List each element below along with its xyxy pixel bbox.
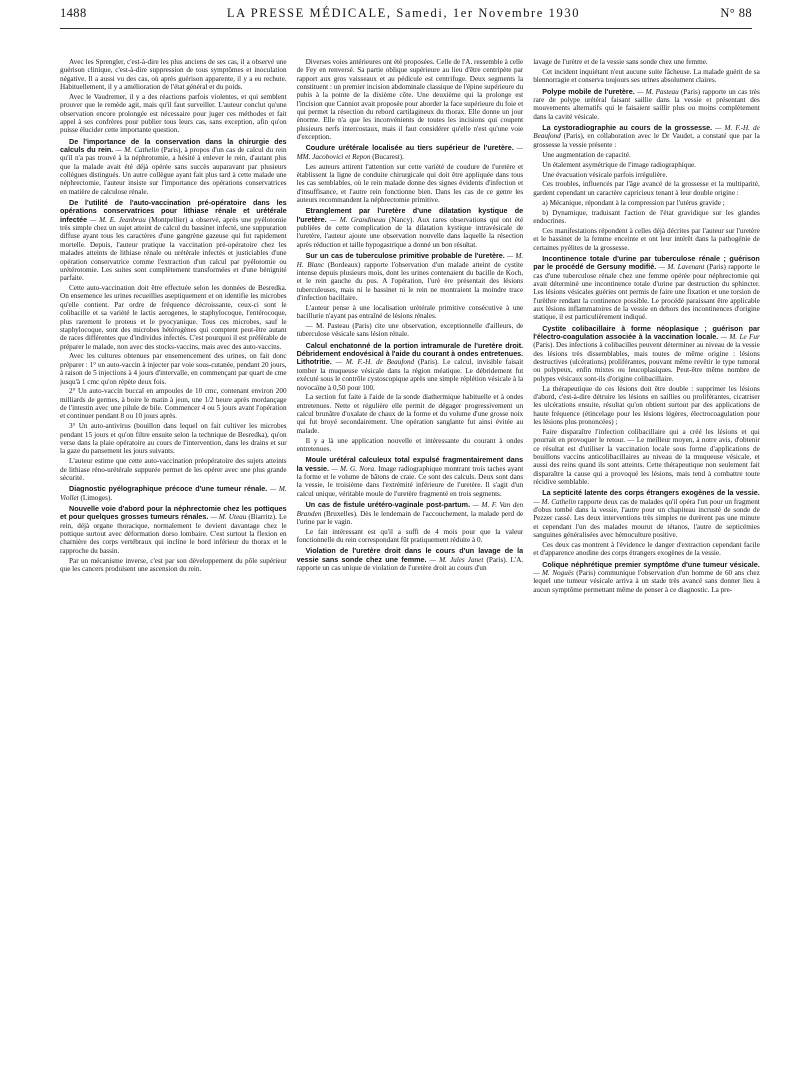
section-author: — M. Cathelin — [533, 497, 576, 506]
section-paragraph — [297, 456, 524, 498]
section-paragraph — [533, 124, 760, 149]
section-heading: Sur un cas de tuberculose primitive probable de l'uretère. — [305, 251, 505, 261]
article-columns — [60, 58, 760, 1068]
body-paragraph: Il y a là une application nouvelle et intéressante du courant à ondes entretenues. — [296, 436, 524, 454]
section-paragraph — [60, 199, 287, 282]
body-paragraph: La thérapeutique de ces lésions doit être double : supprimer les lésions d'abord, c'est-à-dire détruire les lésions en saillies ou proliférantes, cicatriser les ulcérations ensuite, résultat qu'on obtient surtout par des applications de haute fréquence (étincelage pour les lésions légères, électrocoagulation pour les lésions plus prononcées) ; — [533, 384, 760, 427]
body-paragraph: Un étalement asymétrique de l'image radiographique. — [542, 160, 696, 169]
body-paragraph: Avec les Sprengler, c'est-à-dire les plus anciens de ses cas, il a observé une guérison clinique, c'est-à-dire suppression de tous symptômes et inoculation négative. Il a aussi vu des cas, où après guérison apparente, il y a eu rechute. Habituellement, il y a amélioration de l'état général et du poids. — [60, 58, 287, 92]
section-author: — M. Pasteau — [636, 87, 679, 96]
section-body: (Paris) rapporte le cas d'une tuberculose rénale chez une femme opérée pour néphrectomie qui avait déterminé une incontinence totale d'urine par destruction du sphincter. Les lésions vésicales guéries ont permis de faire une fixation et une torsion de l'urèthre rendant la continence possible. Le procédé paraissant être applicable aux lésions inflammatoires de la vessie en dehors des incontinences d'origine statique, il est particulièrement indiqué. — [533, 263, 760, 322]
section-author: — M. Le Fur — [720, 333, 760, 342]
body-paragraph: a) Mécanique, répondant à la compression par l'utérus gravide ; — [542, 198, 725, 207]
body-paragraph: L'auteur pense à une localisation urétérale primitive consécutive à une bacillurie n'ayant pas entraîné de lésions rénales. — [296, 303, 524, 321]
section-author: — M. E. Jeanbrau — [89, 215, 146, 224]
body-paragraph: Avec le Vaudremer, il y a des réactions parfois violentes, et qui semblent prouver que le remède agit, mais qu'il faut surveiller. L'auteur conclut qu'une observation encore prolongée est nécessaire pour juger ces méthodes et fait appel à ses confrères pour publier tous leurs cas, sans exception, afin qu'on puisse élucider cette importante question. — [60, 92, 287, 135]
section-paragraph — [60, 505, 287, 555]
section-paragraph — [533, 561, 760, 594]
section-author: — M. Uteau — [210, 513, 247, 522]
body-paragraph: Par un mécanisme inverse, c'est par son développement du pôle supérieur que les cancers produisent une ascension du rein. — [60, 556, 287, 574]
body-paragraph: Cette auto-vaccination doit être effectuée selon les données de Besredka. On ensemence les urines recueillies aseptiquement et on identifie les microbes qu'elle contient. Par ordre de fréquence décroissante, ceux-ci sont le colibacille et sa variété le lactis aerogenes, le staphylocoque, l'entérocoque, plus rarement le proteus et le pyocyanique. Tous ces microbes, sauf le staphylocoque, sont des microbes hétérogènes qui comptent peut-être autant de races différentes que d'individus infectés. C'est pourquoi il est préférable de préparer le malade, non avec des stocks-vaccins, mais avec des auto-vaccins. — [60, 284, 287, 351]
section-paragraph — [297, 207, 524, 249]
section-author: — M. G. Nora. — [331, 464, 376, 473]
section-heading: Coudure urétérale localisée au tiers supérieur de l'uretère. — [305, 143, 514, 153]
section-heading: Incontinence totale d'urine par tuberculose rénale ; guérison par le procédé de Gersuny modifié. — [533, 253, 760, 272]
body-paragraph: lavage de l'urètre et de la vessie sans sonde chez une femme. — [533, 58, 708, 66]
body-paragraph: Faire disparaître l'infection colibacillaire qui a créé les lésions et qui pourrait en provoquer le retour. — Le meilleur moyen, à notre avis, d'obtenir ce résultat est d'utiliser la vaccination locale sous forme d'applications de bouillons vaccins anticolibacillaires au niveau de la muqueuse vésicale, et aussi des reins quand ils sont atteints. Cette thérapeutique non seulement fait disparaître la cause qui a provoqué les lésions, mais tend à combattre toute récidive semblable. — [533, 428, 760, 487]
section-paragraph — [297, 501, 524, 526]
section-author: — M. H. Blanc — [296, 252, 524, 269]
section-heading: Diagnostic pyélographique précoce d'une tumeur rénale. — [69, 484, 268, 494]
section-paragraph — [533, 325, 760, 383]
section-heading: Cystite colibacillaire à forme néoplasique ; guérison par l'électro-coagulation associée à la vaccination locale. — [533, 323, 760, 342]
section-heading: Nouvelle voie d'abord pour la néphrectomie chez les pottiques et pour quelques grosses tumeurs rénales. — [60, 504, 287, 522]
section-body: (Paris). Le calcul, invisible faisait tomber la muqueuse vésicale dans la région méatique. Le débridement fut exécuté sous le contrôle cystoscopique après une simple réplétion vésicale à la novocaïne à 0,50 pour 100. — [296, 358, 524, 392]
section-author: — M. Grandineau — [330, 215, 386, 224]
body-paragraph: 3° Un auto-antivirus (bouillon dans lequel on fait cultiver les microbes pendant 15 jours et qu'on filtre ensuite selon la technique de Besredka), qu'on verse dans la plaie opératoire au cours de l'intervention, dans les drains et sur la gaze du pansement les jours suivants. — [60, 422, 287, 456]
body-paragraph: Une évacuation vésicale parfois irrégulière. — [542, 170, 668, 179]
body-paragraph: Avec les cultures obtenues par ensemencement des urines, on fait donc préparer : 1° un auto-vaccin à injecter par voie sous-cutanée, pendant 20 jours, à raison de 5 injections à 4 jours d'intervalle, en commençant par quart de cme jusqu'à 1 cmc qu'on répète deux fois. — [60, 352, 287, 386]
section-heading: La septicité latente des corps étrangers exogènes de la vessie. — [542, 488, 760, 498]
body-paragraph: Ces troubles, influencés par l'âge avancé de la grossesse et la multiparité, gardent cependant un caractère capricieux tenant à leur double origine : — [533, 180, 760, 197]
section-paragraph — [533, 489, 760, 539]
body-paragraph: 2° Un auto-vaccin buccal en ampoules de 10 cmc, contenant environ 200 milliards de germes, à boire le matin à jeun, une 1/2 heure après mordançage de l'intestin avec une pilule de bile. Commencer 4 ou 5 jours avant l'opération et continuer pendant 8 ou 10 jours après. — [60, 387, 287, 421]
section-author: — MM. Jacobovici et Repon — [296, 144, 524, 161]
body-paragraph: — M. Pasteau (Paris) cite une observation, exceptionnelle d'ailleurs, de tuberculose vésicale sans lésion rénale. — [296, 322, 524, 339]
section-paragraph — [533, 88, 760, 121]
section-author: — M. Jules Janet — [429, 555, 484, 564]
section-body: Image radiographique montrant trois taches ayant la forme et le volume de bâtons de craie. Ce sont des calculs. Deux sont dans la vessie, le troisième dans l'extrémité inférieure de l'uretère. Il s'agit d'un calcul unique, véritable moule de l'uretère fragmenté en trois segments. — [296, 464, 524, 498]
text-column-middle — [297, 58, 524, 1068]
section-body: (Bucarest). — [372, 152, 404, 161]
body-paragraph: La section fut faite à l'aide de la sonde diathermique habituelle et à ondes entretenues. Nette et régulière elle permit de dégager progressivement un calcul brunâtre d'oxalate de chaux de la forme et du volume d'une grosse noix qui fut broyé secondairement. Une opération sanglante fut ainsi évitée au malade. — [296, 393, 524, 435]
section-paragraph — [533, 255, 760, 322]
section-heading: La cystoradiographie au cours de la grossesse. — [542, 123, 713, 132]
section-author: — M. F.-H. de Beaufond — [533, 124, 760, 141]
text-column-left — [60, 58, 287, 1068]
text-column-right — [533, 58, 760, 1068]
body-paragraph: Cet incident inquiétant n'eut aucune suite fâcheuse. La malade guérit de sa blennorragie et conserva toujours ses urines absolument claires. — [533, 67, 760, 85]
section-body: (Bruxelles). Dès le lendemain de l'accouchement, la malade perd de l'urine par le vagin. — [296, 509, 524, 526]
section-body: rapporte deux cas de malades qu'il opéra l'un pour un fragment d'obus tombé dans la vessie, l'autre pour un chapiteau incrusté de sonde de Pezzer cassé. Les deux interventions très simples ne durèrent pas une minute et cependant l'un des malades mourut de tétanos, l'autre de septicémies sanguines généralisées avec hémoculture positive. — [533, 497, 760, 540]
section-body: (Biarritz). Le rein, déjà organe thoracique, normalement le devient davantage chez le pottique surtout avec déformation dorso lombaire. C'est surtout la flexion en charnière des corps vertébraux qui incline le bord inférieur du thorax et le rapproche du bassin. — [60, 513, 287, 555]
section-paragraph — [60, 485, 287, 502]
page-header — [60, 6, 752, 26]
body-paragraph: b) Dynamique, traduisant l'action de l'état gravidique sur les glandes endocrines. — [533, 208, 760, 225]
section-heading: Calcul enchatonné de la portion intramurale de l'uretère droit. Débridement endovésical à l'aide du courant à ondes entretenues. Lithotritie. — [296, 340, 524, 367]
section-body: (Nancy). Aux rares observations qui ont été publiées de cette complication de la dilatation kystique intravésicale de l'uretère, l'auteur ajoute une observation nouvelle dans laquelle la résection après réduction et taille hypogastrique a donné un bon résultat. — [296, 215, 524, 249]
body-paragraph: Ces manifestations répondent à celles déjà décrites par l'auteur sur l'uretère et le bassinet de la femme enceinte et ont leur intérêt dans la pathogénie de certaines pyélites de la grossesse. — [533, 226, 760, 252]
section-paragraph — [60, 138, 287, 196]
section-author: — M. Cathelin — [115, 146, 159, 155]
section-heading: Un cas de fistule urétéro-vaginale post-partum. — [305, 500, 471, 510]
section-body: (Limoges). — [80, 493, 113, 502]
section-author: — M. Noguès — [533, 569, 574, 578]
section-body: (Paris) communique l'observation d'un homme de 60 ans chez lequel une tumeur vésicale arriva à un stade très avancé sans donner lieu à aucun symptôme permettant même de penser à ce diagnostic. La pre- — [533, 569, 760, 594]
section-heading: Violation de l'uretère droit dans le cours d'un lavage de la vessie sans sonde chez une femme. — [296, 546, 524, 564]
page-number: 1488 — [60, 6, 87, 20]
section-body: (Paris), à propos d'un cas de calcul du rein qu'il n'a pas trouvé à la néphrotomie, a hésité à enlever le rein, d'autant plus que la malade avait été déjà opérée sans succès auparavant par plusieurs collègues distingués. Un autre collègue ayant fait plus tard à cette malade une néphrectomie, l'auteur insiste sur l'importance des opérations conservatrices en matière de calculose rénale. — [60, 146, 287, 196]
section-paragraph — [297, 547, 524, 572]
section-body: (Bordeaux) rapporte l'observation d'un malade atteint de cystite intense depuis plusieurs mois, dont les urines contenaient du bacille de Koch, et le rein gauche du pus. A l'opération, l'urè ère présentait des lésions tuberculeuses, mais ni le bassinet ni le rein ne montraient la moindre trace d'infection bacillaire. — [296, 260, 524, 302]
section-heading: De l'importance de la conservation dans la chirurgie des calculs du rein. — [60, 136, 287, 155]
section-body: (Paris). L'A. rapporte un cas unique de violation de l'uretère droit au cours d'un — [296, 555, 524, 573]
header-rule — [60, 28, 752, 29]
section-heading: Moule urétéral calculeux total expulsé fragmentairement dans la vessie. — [296, 455, 524, 473]
body-paragraph: Les auteurs attirent l'attention sur cette variété de coudure de l'uretère et établissent la ligne de conduite chirurgicale qui doit être appliquée dans tous les cas semblables, où le rein malade donne des signes évidents d'infection et d'insuffisance, et l'autre rein fonctionne bien. Dans les cas de ce genre les auteurs recommandent la néphrectomie primitive. — [296, 162, 524, 205]
issue-number: N° 88 — [720, 6, 752, 20]
section-body: (Montpellier) a observé, après une pyélotomie très simple chez un sujet atteint de calcul du bassinet infecté, une suppuration diffuse ayant tous les caractères d'une gangrène gazeuse qui fut rapidement mortelle. Depuis, l'auteur pratique la vaccination pré-opératoire chez les malades atteints de lithiase rénale ou urétérale infectés et justiciables d'une opération conservatrice comme l'extraction d'un calcul par pyélotomie ou urétérotomie. Les suites sont complètement transformées et d'une bénignité parfaite. — [60, 215, 287, 283]
body-paragraph: Ces deux cas montrent à l'évidence le danger d'extraction cependant facile et d'apparence anodine des corps étrangers exogènes de la vessie. — [533, 541, 760, 558]
section-heading: Etranglement par l'uretère d'une dilatation kystique de l'uretère. — [296, 206, 524, 224]
section-paragraph — [297, 252, 524, 302]
section-paragraph — [297, 342, 524, 392]
journal-title: LA PRESSE MÉDICALE, Samedi, 1er Novembre 1930 — [226, 6, 581, 20]
body-paragraph: L'auteur estime que cette auto-vaccination préopératoire des sujets atteints de lithiase réno-urétérale suppurée permet de les opérer avec une plus grande sécurité. — [60, 457, 287, 483]
section-author: — M. Viollet — [60, 485, 287, 502]
section-paragraph — [297, 144, 524, 161]
body-paragraph: Le fait intéressant est qu'il a suffi de 4 mois pour que la valeur fonctionnelle du rein correspondant fût pratiquement réduite à 0. — [296, 527, 524, 545]
section-body: (Paris), en collaboration avec le Dr Vaudet, a constaté que par la grossesse la vessie présente : — [533, 132, 760, 149]
section-body: (Paris) rapporte un cas très rare de polype urétéral faisant saillie dans la vessie et présentant des mouvements alternatifs qui le faisaient saillir plus ou moins complètement dans la cavité vésicale. — [533, 87, 760, 121]
section-heading: De l'utilité de l'auto-vaccination pré-opératoire dans les opérations conservatrices pour lithiase rénale et urétérale infectée — [60, 198, 287, 224]
body-paragraph: Une augmentation de capacité. — [542, 150, 631, 159]
section-author: — M. F.-H. de Beaufond — [335, 358, 415, 367]
section-heading: Colique néphrétique premier symptôme d'une tumeur vésicale. — [542, 559, 760, 569]
section-heading: Polype mobile de l'uretère. — [542, 86, 635, 96]
section-body: (Paris). Des infections à colibacilles peuvent déterminer au niveau de la vessie des lésions très dissemblables, mais toutes de même origine : lésions destructives (ulcérations) proliférantes, pouvant même revêtir le type tumoral ou polypeux, enfin mixtes ou leucoplasiques. Peut-être même nombre de polypes vésicaux sont-ils d'origine colibacillaire. — [533, 341, 760, 383]
section-author: — M. Lavenant — [658, 263, 705, 272]
section-author: — M. F. Van den Branden — [296, 501, 524, 518]
body-paragraph: Diverses voies antérieures ont été proposées. Celle de l'A. ressemble à celle de Fey en renversé. Sa partie oblique supérieure au lieu d'être centripète par rapport aux gros vaisseaux et au pédicule est centrifuge. Deux segments la constituent : un premier incision abdominale classique de l'épine supérieure du pubis à la pointe de la dixième côte. Une deuxième qui la prolonge est l'incision que Canniot avait proposée pour aborder la face supérieure du foie et qui permet la résection du rebord cartilagineux du thorax. Elle donne un jour énorme. Elle n'a que les inconvénients de toutes les incisions qui coupent plusieurs nerfs intercostaux, mais il faut considérer qu'elle n'est qu'une voie d'exception. — [296, 58, 524, 142]
